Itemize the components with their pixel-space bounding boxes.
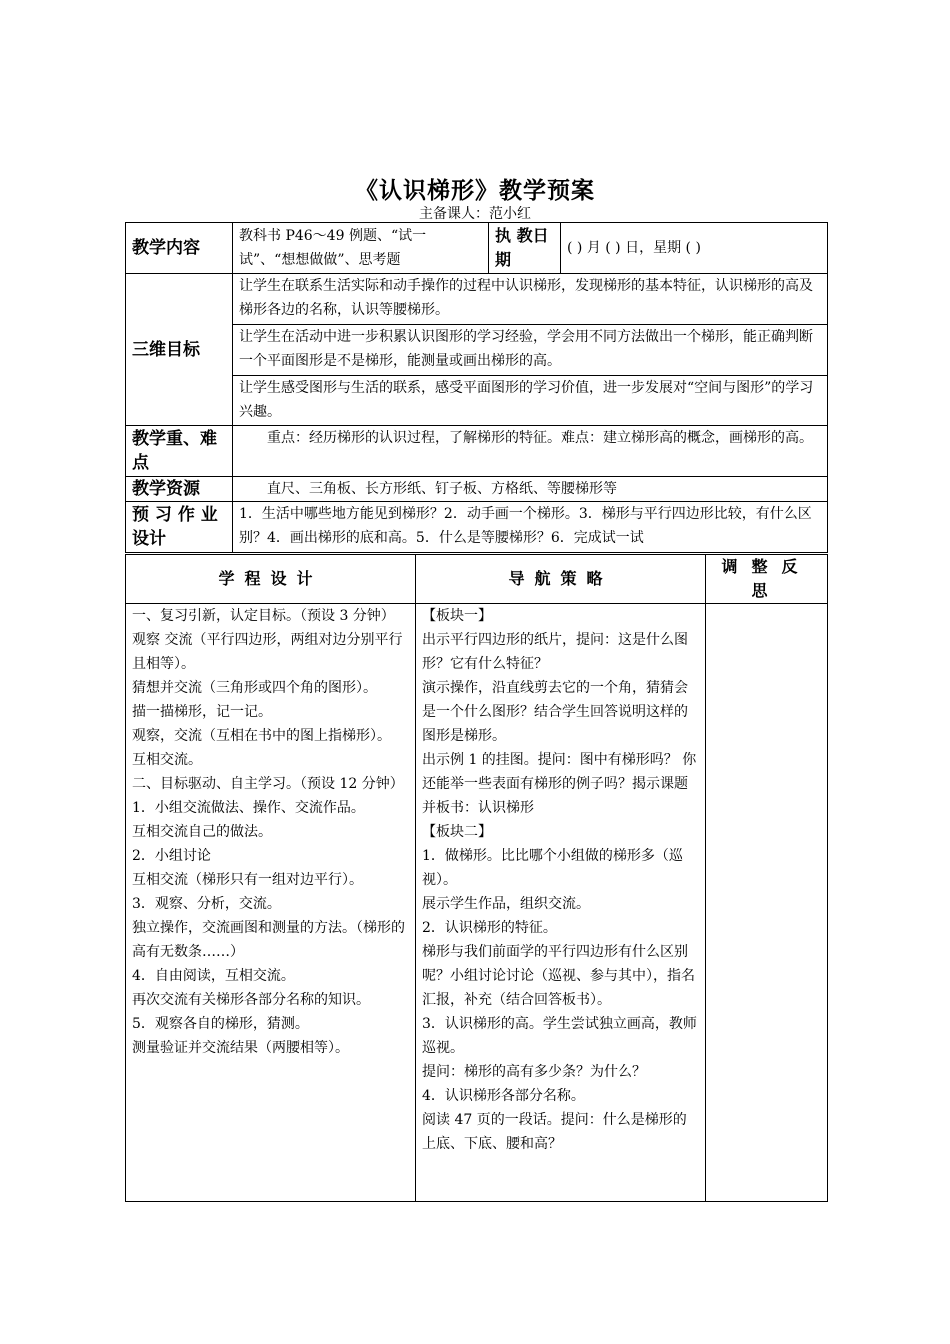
design-column-header: 学程设计 [126,555,416,604]
design-line: 互相交流自己的做法。 [132,824,272,840]
strategy-line: 梯形与我们前面学的平行四边形有什么区别呢？小组讨论讨论（巡视、参与其中），指名汇报，补充（结合回答板书）。 [422,944,695,1008]
resources-label: 教学资源 [126,477,233,502]
key-points-value: 重点：经历梯形的认识过程，了解梯形的特征。难点：建立梯形高的概念，画梯形的高。 [233,426,828,477]
strategy-line: 3．认识梯形的高。学生尝试独立画高，教师巡视。 [422,1016,697,1056]
design-line: 观察，交流（互相在书中的图上指梯形）。 [132,728,391,744]
strategy-line: 【板块二】 [422,824,492,840]
homework-label: 预 习 作 业设计 [126,502,233,553]
document-title: 《认识梯形》教学预案 [355,177,595,204]
design-line: 猜想并交流（三角形或四个角的图形）。 [132,680,377,696]
design-line: 描一描梯形，记一记。 [132,704,272,720]
design-line: 互相交流（梯形只有一组对边平行）。 [132,872,363,888]
design-list [132,604,409,1060]
strategy-line: 【板块一】 [422,608,492,624]
design-line: 独立操作，交流画图和测量的方法。（梯形的高有无数条……） [132,920,405,960]
reflection-cell [706,604,828,1202]
date-label: 执 教日期 [489,223,561,274]
strategy-line: 4．认识梯形各部分名称。 [422,1088,585,1104]
homework-value: 1．生活中哪些地方能见到梯形？2．动手画一个梯形。3．梯形与平行四边形比较，有什么区别？4．画出梯形的底和高。5．什么是等腰梯形？6．完成试一试 [233,502,828,553]
design-line: 2．小组讨论 [132,848,211,864]
strategy-line: 出示平行四边形的纸片，提问：这是什么图形？它有什么特征？ [422,632,688,672]
design-line: 二、目标驱动、自主学习。（预设 12 分钟） [132,776,404,792]
lesson-process-table [125,554,828,1202]
design-line: 一、复习引新，认定目标。（预设 3 分钟） [132,608,395,624]
date-value: ( ) 月 ( ) 日，星期 ( ) [561,223,828,274]
content-label: 教学内容 [126,223,233,274]
author-line: 主备课人：范小红 [419,206,531,222]
strategy-line: 1．做梯形。比比哪个小组做的梯形多（巡视）。 [422,848,683,888]
design-cell [126,604,416,1202]
strategy-line: 出示例 1 的挂图。提问：图中有梯形吗？ 你还能举一些表面有梯形的例子吗？揭示课题并板书：认识梯形 [422,752,697,816]
goal-item: 让学生在联系生活实际和动手操作的过程中认识梯形，发现梯形的基本特征，认识梯形的高及梯形各边的名称，认识等腰梯形。 [233,274,828,325]
design-line: 测量验证并交流结果（两腰相等）。 [132,1040,349,1056]
goals-label: 三维目标 [126,274,233,426]
strategy-line: 2．认识梯形的特征。 [422,920,557,936]
resources-value: 直尺、三角板、长方形纸、钉子板、方格纸、等腰梯形等 [233,477,828,502]
design-line: 观察 交流（平行四边形，两组对边分别平行且相等）。 [132,632,403,672]
strategy-line: 演示操作，沿直线剪去它的一个角，猜猜会是一个什么图形？结合学生回答说明这样的图形是梯形。 [422,680,688,744]
strategy-list [422,604,699,1156]
design-line: 3．观察、分析，交流。 [132,896,281,912]
goal-item: 让学生感受图形与生活的联系，感受平面图形的学习价值，进一步发展对“空间与图形”的学习兴趣。 [233,376,828,426]
reflection-column-header: 调整反思 [706,555,828,604]
design-line: 4．自由阅读，互相交流。 [132,968,295,984]
design-line: 1．小组交流做法、操作、交流作品。 [132,800,365,816]
content-value: 教科书 P46～49 例题、“试一试”、“想想做做”、思考题 [233,223,489,274]
strategy-column-header: 导航策略 [416,555,706,604]
design-line: 互相交流。 [132,752,202,768]
design-line: 5．观察各自的梯形，猜测。 [132,1016,309,1032]
strategy-cell [416,604,706,1202]
design-line: 再次交流有关梯形各部分名称的知识。 [132,992,370,1008]
strategy-line: 展示学生作品，组织交流。 [422,896,590,912]
strategy-line: 阅读 47 页的一段话。提问：什么是梯形的上底、下底、腰和高？ [422,1112,687,1152]
goal-item: 让学生在活动中进一步积累认识图形的学习经验，学会用不同方法做出一个梯形，能正确判断一个平面图形是不是梯形，能测量或画出梯形的高。 [233,325,828,376]
strategy-line: 提问：梯形的高有多少条？为什么？ [422,1064,646,1080]
key-points-label: 教学重、难点 [126,426,233,477]
lesson-info-table [125,222,828,553]
